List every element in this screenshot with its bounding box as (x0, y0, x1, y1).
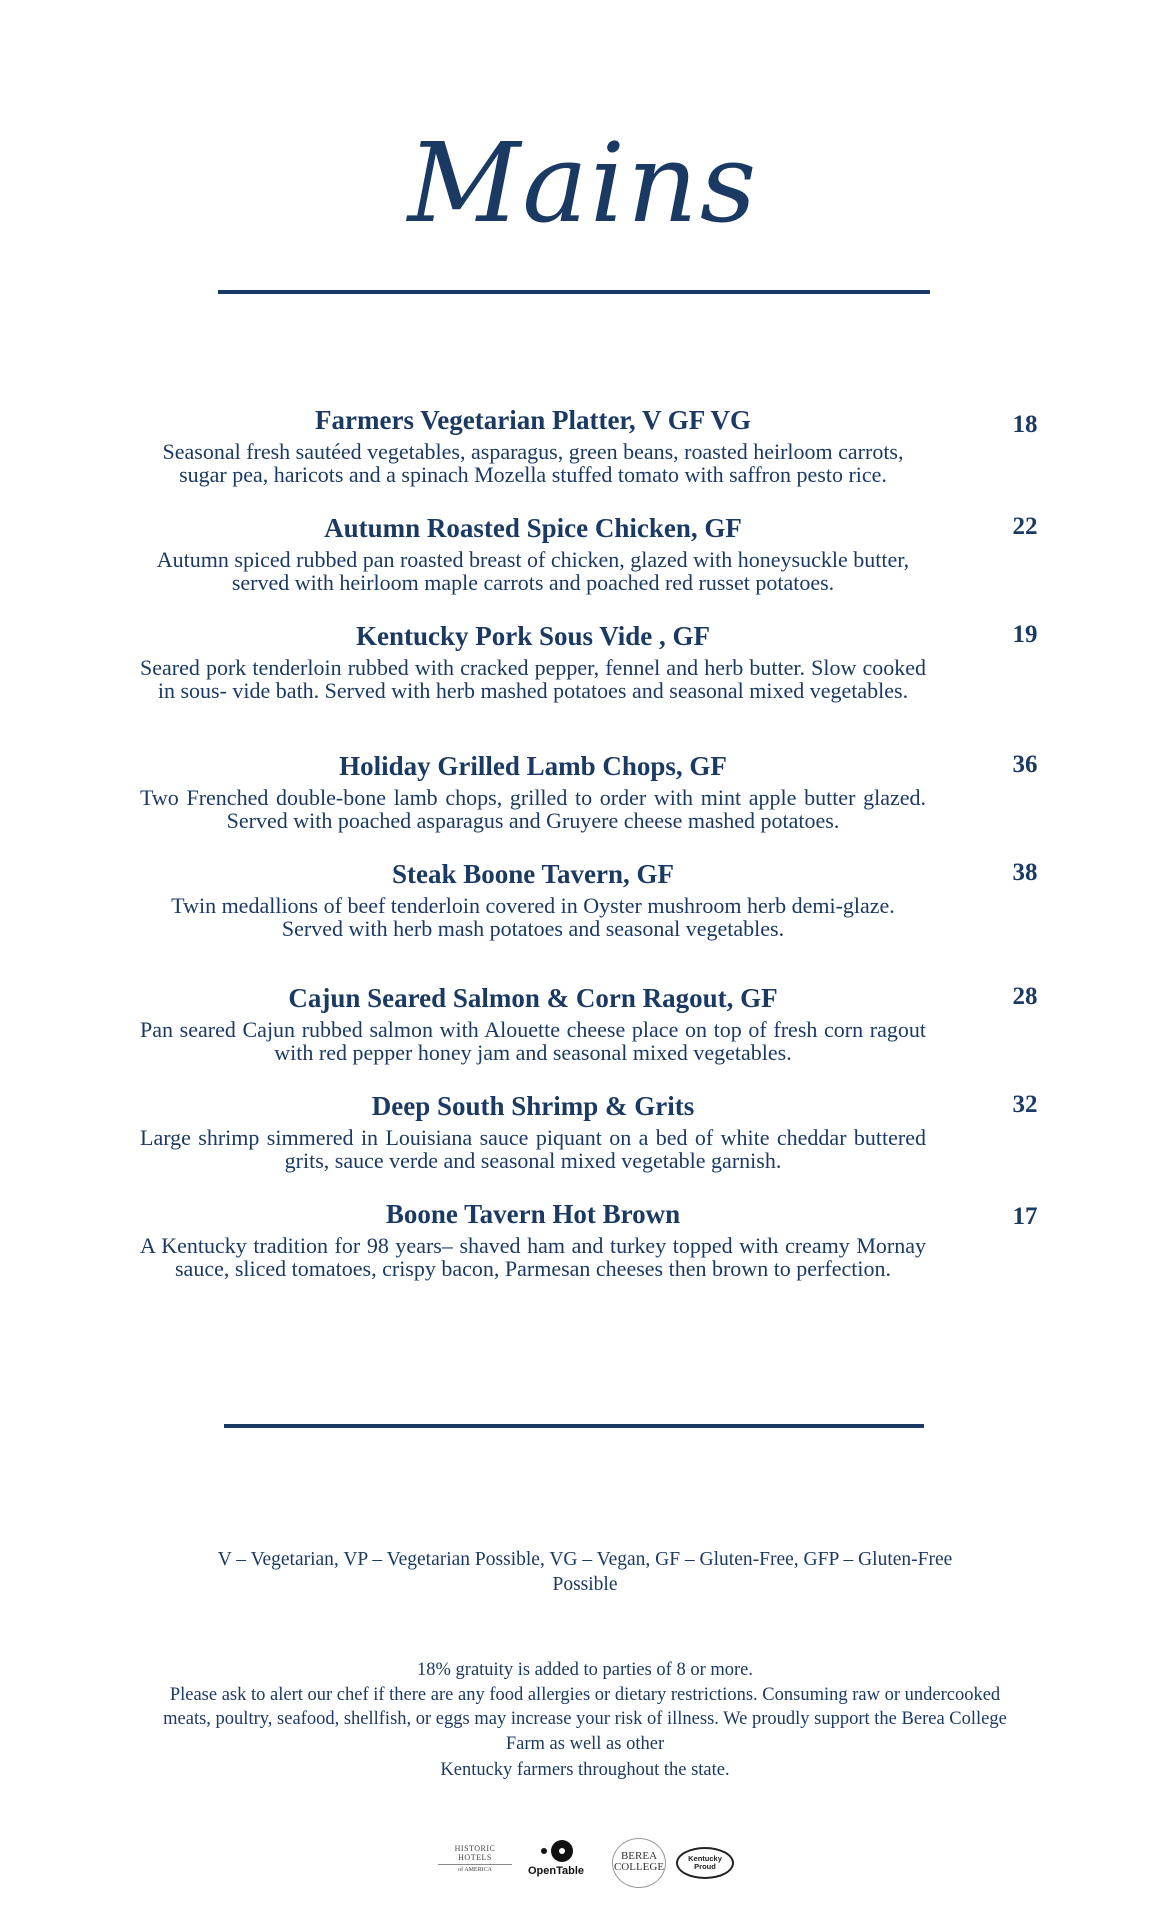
menu-item-price: 28 (1012, 983, 1038, 1010)
menu-item-name: Holiday Grilled Lamb Chops, GF (339, 751, 727, 781)
menu-item-name: Boone Tavern Hot Brown (385, 1199, 681, 1229)
partner-logos (0, 1838, 1166, 1888)
opentable-icon (521, 1838, 591, 1864)
menu-item-price: 17 (1012, 1203, 1038, 1230)
menu-item-price: 36 (1012, 751, 1038, 778)
menu-item-price: 22 (1012, 513, 1038, 540)
opentable-logo-text: OpenTable (527, 1865, 585, 1877)
farmers-note: Kentucky farmers throughout the state. (440, 1760, 730, 1780)
menu-item-description: Seasonal fresh sautéed vegetables, asparagus, green beans, roasted heirloom carrots, sugar pea, haricots and a spinach Mozella stuffed tomato with saffron pesto rice. (162, 439, 904, 487)
menu-item-name: Autumn Roasted Spice Chicken, GF (324, 513, 742, 543)
menu-item-name: Steak Boone Tavern, GF (391, 859, 675, 889)
menu-item (140, 858, 926, 940)
page-title: Mains (407, 119, 759, 247)
historic-hotels-logo-line2: of AMERICA (438, 1864, 512, 1874)
menu-item-name: Deep South Shrimp & Grits (371, 1091, 695, 1121)
historic-hotels-logo-line1: HISTORIC HOTELS (454, 1844, 496, 1862)
menu-item-description: Large shrimp simmered in Louisiana sauce piquant on a bed of white cheddar buttered grits, sauce verde and seasonal mixed vegetable garnish. (140, 1125, 926, 1173)
menu-item-description: Pan seared Cajun rubbed salmon with Alouette cheese place on top of fresh corn ragout with red pepper honey jam and seasonal mixed vegetables. (140, 1017, 926, 1065)
menu-item-description: Seared pork tenderloin rubbed with cracked pepper, fennel and herb butter. Slow cooked in sous- vide bath. Served with herb mashed potatoes and seasonal mixed vegetables. (140, 655, 926, 703)
menu-item-price: 32 (1012, 1091, 1038, 1118)
menu-item-price: 19 (1012, 621, 1038, 648)
berea-college-logo-text: BEREA COLLEGE (613, 1850, 665, 1873)
gratuity-note: 18% gratuity is added to parties of 8 or more. (417, 1660, 753, 1680)
menu-item-price: 38 (1012, 859, 1038, 886)
menu-item (140, 1090, 926, 1172)
menu-item-description: Two Frenched double-bone lamb chops, grilled to order with mint apple butter glazed. Served with poached asparagus and Gruyere cheese mashed potatoes. (140, 785, 926, 833)
opentable-logo (521, 1838, 591, 1884)
dietary-legend: V – Vegetarian, VP – Vegetarian Possible, VG – Vegan, GF – Gluten-Free, GFP – Gluten-Free Possible (217, 1549, 953, 1595)
menu-item-description: A Kentucky tradition for 98 years– shaved ham and turkey topped with creamy Mornay sauce, sliced tomatoes, crispy bacon, Parmesan cheeses then brown to perfection. (140, 1233, 926, 1281)
menu-item-name: Kentucky Pork Sous Vide , GF (355, 621, 711, 651)
menu-item (140, 620, 926, 702)
menu-item (140, 750, 926, 832)
menu-item-name: Farmers Vegetarian Platter, V GF VG (315, 405, 751, 435)
menu-item (140, 982, 926, 1064)
guest-notice (160, 1658, 1010, 1783)
menu-item-price: 18 (1012, 411, 1038, 438)
menu-item (140, 404, 926, 486)
historic-hotels-logo (438, 1844, 512, 1876)
menu-item-description: Twin medallions of beef tenderloin covered in Oyster mushroom herb demi-glaze. Served with herb mash potatoes and seasonal vegetables. (171, 893, 895, 941)
allergy-note: Please ask to alert our chef if there are any food allergies or dietary restrictions. Consuming raw or undercooked meats, poultry, seafood, shellfish, or eggs may increase your risk of illness. We proudly support the Berea College Farm as well as other (163, 1684, 1007, 1754)
menu-item (140, 512, 926, 594)
menu-item-description: Autumn spiced rubbed pan roasted breast of chicken, glazed with honeysuckle butter, served with heirloom maple carrots and poached red russet potatoes. (156, 547, 910, 595)
menu-item-name: Cajun Seared Salmon & Corn Ragout, GF (288, 983, 778, 1013)
berea-college-logo (612, 1838, 666, 1888)
kentucky-proud-logo-text: Kentucky Proud (688, 1854, 722, 1871)
menu-item (140, 1198, 926, 1280)
bottom-divider (224, 1424, 924, 1428)
kentucky-proud-logo (676, 1847, 734, 1879)
top-divider (218, 290, 930, 294)
